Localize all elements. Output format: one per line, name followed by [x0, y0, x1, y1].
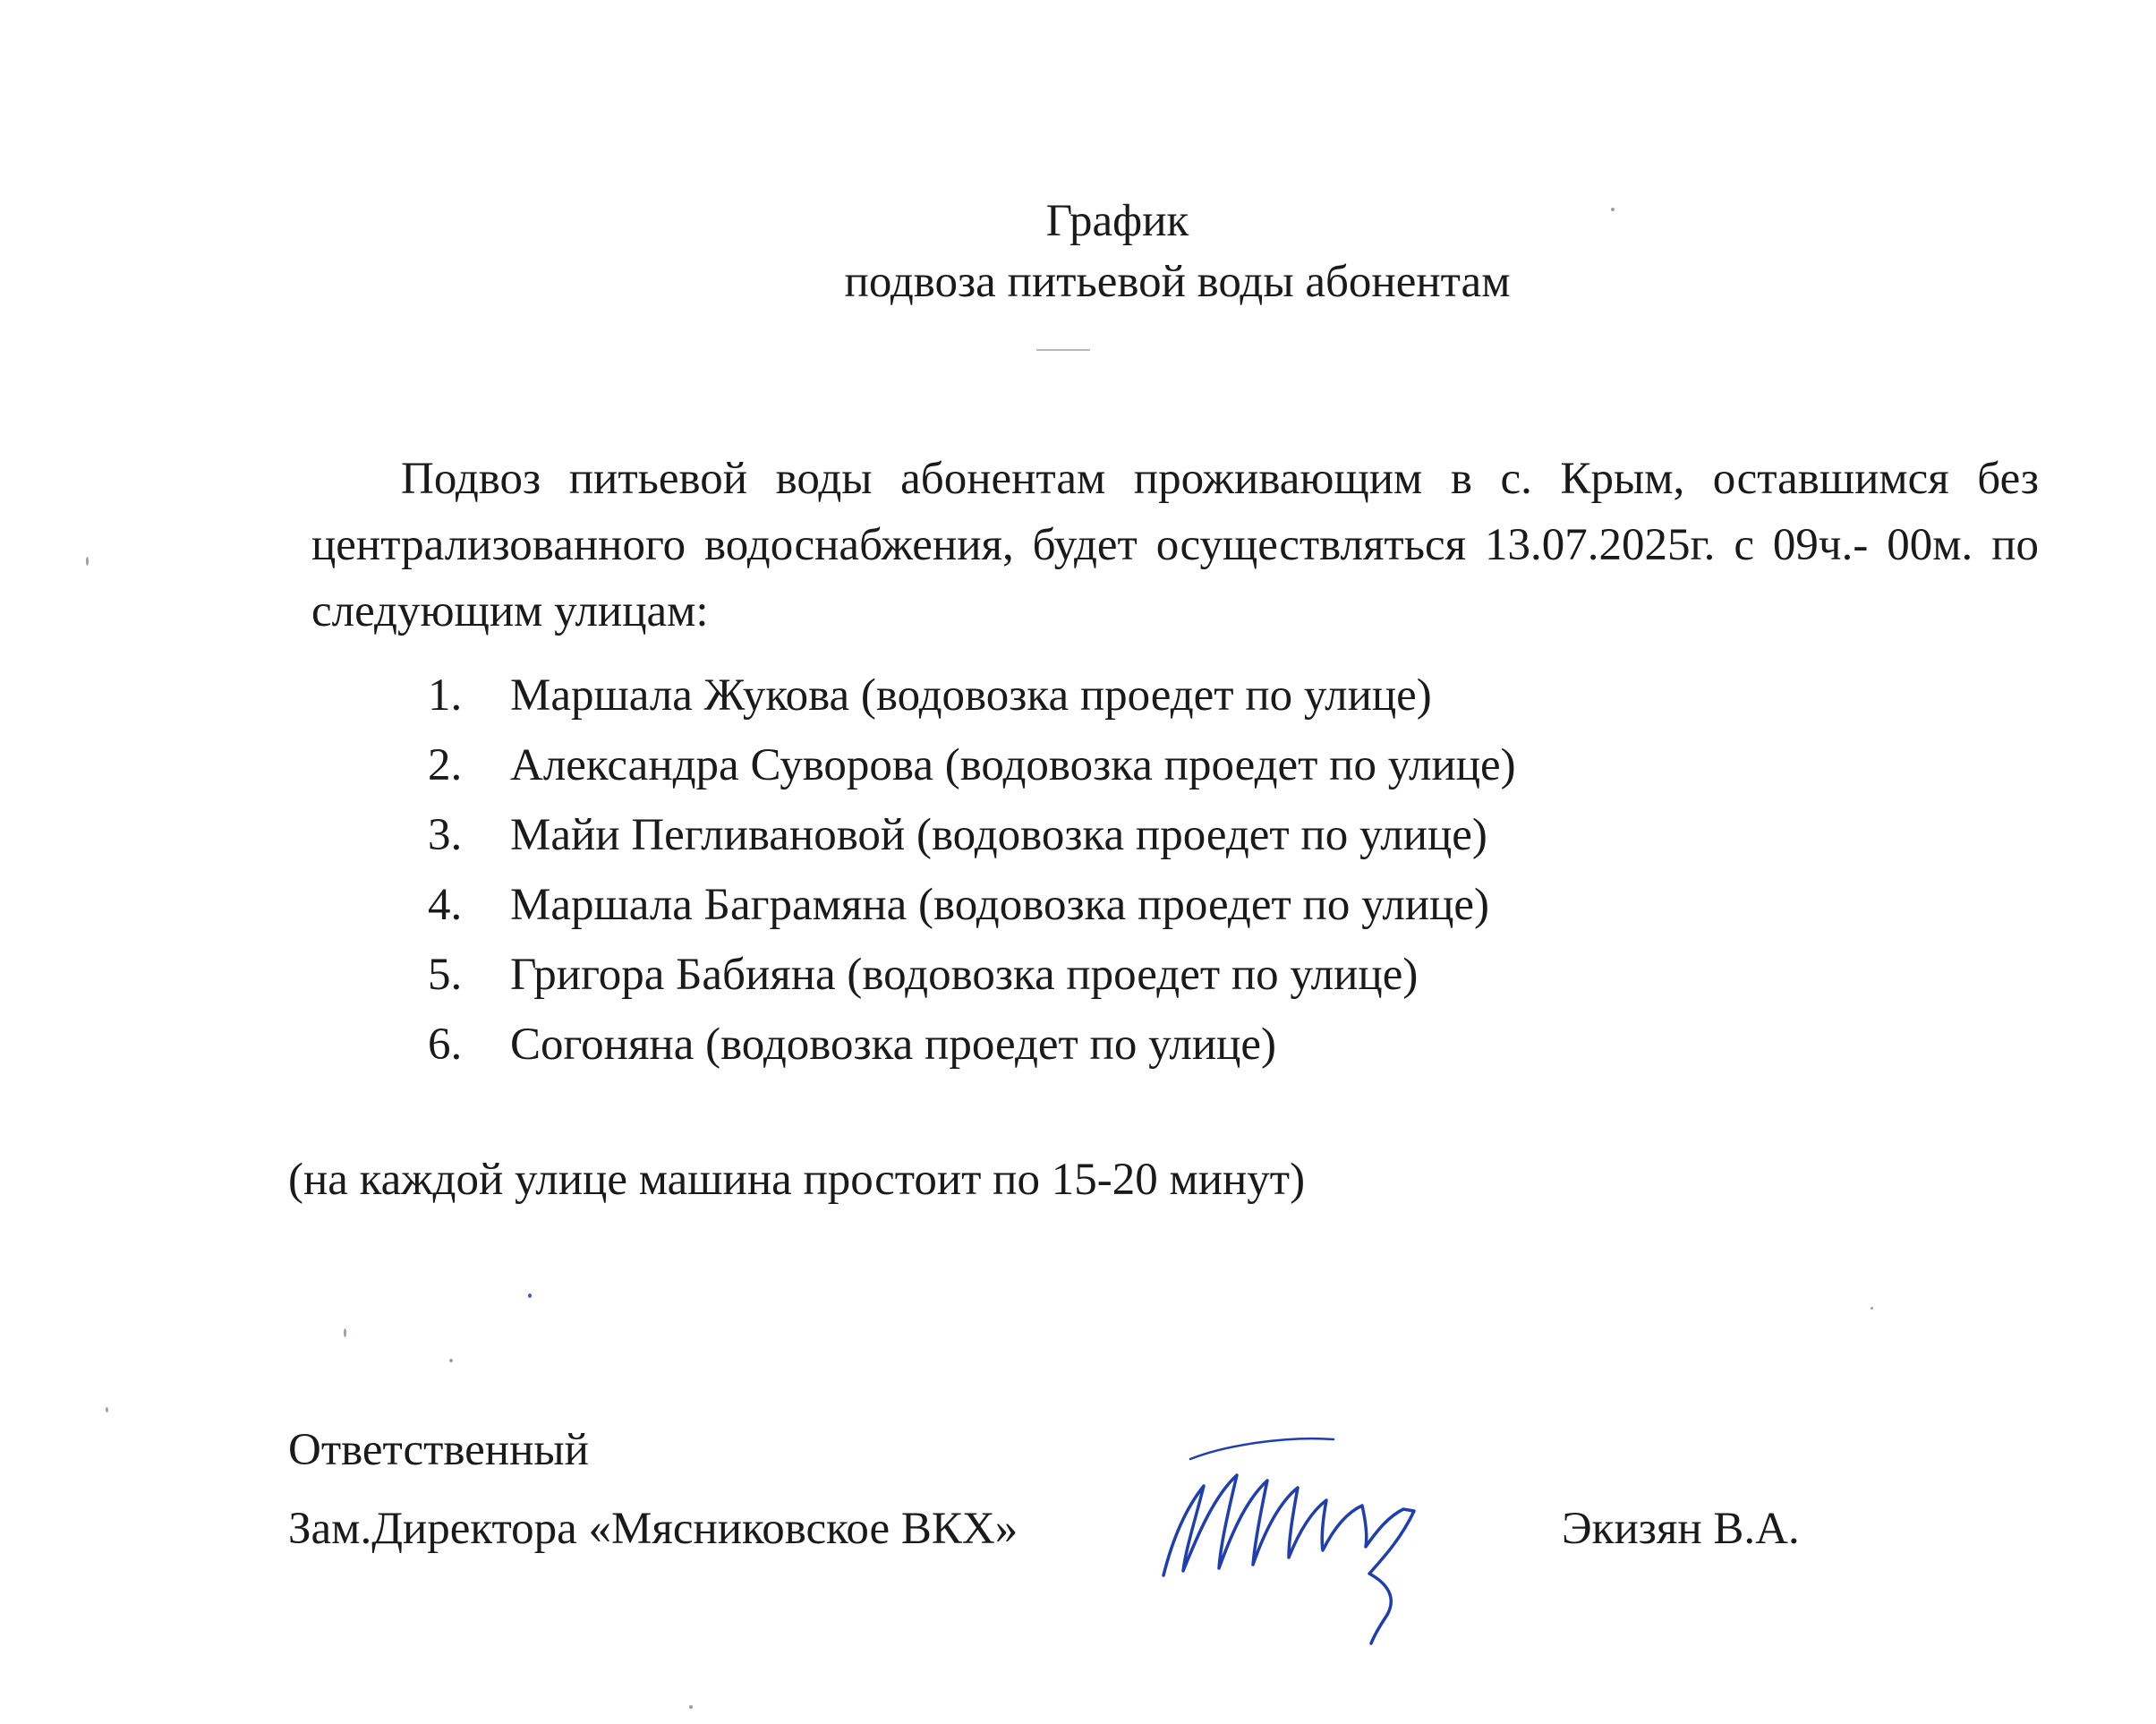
- document-subtitle: подвоза питьевой воды абонентам: [844, 257, 1511, 307]
- scan-mark: [1036, 349, 1090, 351]
- signer-position: Зам.Директора «Мясниковское ВКХ»: [288, 1504, 1018, 1554]
- list-item-number: 2.: [428, 740, 463, 790]
- scan-speck: [344, 1328, 346, 1337]
- signer-name: Экизян В.А.: [1562, 1504, 1800, 1554]
- handwritten-signature: [1155, 1423, 1441, 1647]
- body-paragraph: Подвоз питьевой воды абонентам проживающим в с. Крым, оставшимся без централизованного водоснабжения, будет осуществляться 13.07.2025г. с 09ч.- 00м. по следующим улицам:: [311, 454, 2039, 636]
- list-item-text: Согоняна (водовозка проедет по улице): [510, 1020, 1277, 1070]
- street-list: [428, 661, 1516, 1080]
- scan-speck: [106, 1407, 108, 1412]
- list-item: [428, 940, 1516, 1010]
- list-item-text: Маршала Баграмяна (водовозка проедет по улице): [510, 880, 1489, 930]
- list-item-number: 6.: [428, 1020, 463, 1070]
- list-item-text: Маршала Жукова (водовозка проедет по улице): [510, 670, 1432, 721]
- list-item-number: 4.: [428, 880, 463, 930]
- list-item-number: 5.: [428, 950, 463, 1000]
- scan-speck: [1871, 1307, 1873, 1310]
- list-item: [428, 661, 1516, 730]
- list-item-number: 1.: [428, 670, 463, 721]
- duration-note: (на каждой улице машина простоит по 15-20 минут): [288, 1155, 1306, 1205]
- scan-speck: [689, 1705, 693, 1709]
- list-item-number: 3.: [428, 810, 463, 860]
- scan-speck: [449, 1359, 453, 1362]
- scan-speck: [528, 1293, 532, 1298]
- list-item-text: Майи Пегливановой (водовозка проедет по улице): [510, 810, 1487, 860]
- list-item-text: Александра Суворова (водовозка проедет по улице): [510, 740, 1516, 790]
- list-item: [428, 1010, 1516, 1080]
- list-item: [428, 870, 1516, 940]
- scan-speck: [1611, 208, 1615, 211]
- scan-speck: [86, 557, 89, 566]
- list-item: [428, 800, 1516, 870]
- list-item: [428, 730, 1516, 800]
- responsible-label: Ответственный: [288, 1425, 589, 1475]
- document-title: График: [1045, 196, 1189, 246]
- list-item-text: Григора Бабияна (водовозка проедет по улице): [510, 950, 1419, 1000]
